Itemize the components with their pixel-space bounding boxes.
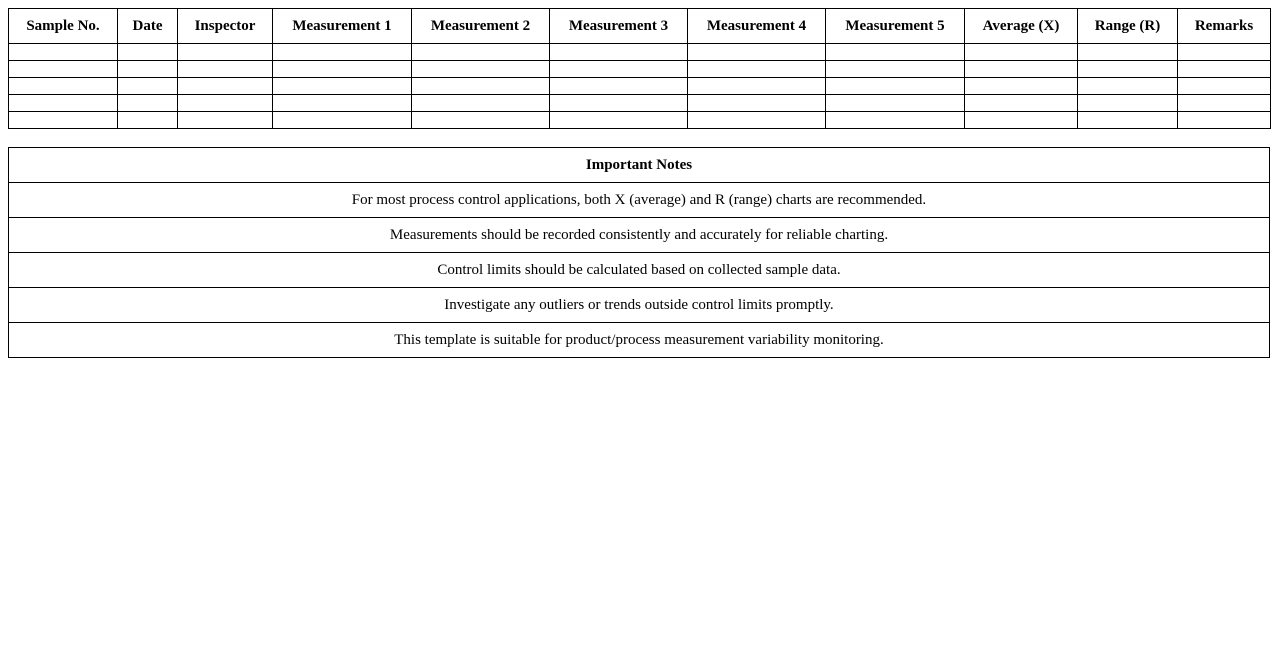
table-cell[interactable] <box>9 95 118 112</box>
table-cell[interactable] <box>965 95 1078 112</box>
col-date: Date <box>118 9 178 44</box>
table-cell[interactable] <box>412 78 550 95</box>
table-cell[interactable] <box>1078 61 1178 78</box>
measurement-table <box>8 8 1271 129</box>
table-cell[interactable] <box>412 112 550 129</box>
col-measurement-4: Measurement 4 <box>688 9 826 44</box>
col-average: Average (X) <box>965 9 1078 44</box>
table-cell[interactable] <box>688 44 826 61</box>
table-cell[interactable] <box>1078 112 1178 129</box>
notes-header-row <box>9 148 1270 183</box>
note-row <box>9 218 1270 253</box>
col-measurement-3: Measurement 3 <box>550 9 688 44</box>
table-cell[interactable] <box>826 44 965 61</box>
note-text: For most process control applications, both X (average) and R (range) charts are recommended. <box>9 183 1270 218</box>
col-sample-no: Sample No. <box>9 9 118 44</box>
note-text: Measurements should be recorded consistently and accurately for reliable charting. <box>9 218 1270 253</box>
measurement-table-body <box>9 44 1271 129</box>
table-cell[interactable] <box>273 44 412 61</box>
note-row <box>9 288 1270 323</box>
table-cell[interactable] <box>965 44 1078 61</box>
table-cell[interactable] <box>118 61 178 78</box>
table-cell[interactable] <box>550 44 688 61</box>
table-cell[interactable] <box>412 95 550 112</box>
col-inspector: Inspector <box>178 9 273 44</box>
table-cell[interactable] <box>118 112 178 129</box>
table-row <box>9 61 1271 78</box>
table-row <box>9 112 1271 129</box>
table-cell[interactable] <box>965 61 1078 78</box>
table-cell[interactable] <box>550 78 688 95</box>
col-measurement-5: Measurement 5 <box>826 9 965 44</box>
table-cell[interactable] <box>178 44 273 61</box>
table-cell[interactable] <box>826 112 965 129</box>
table-cell[interactable] <box>178 112 273 129</box>
table-cell[interactable] <box>965 78 1078 95</box>
table-cell[interactable] <box>1178 44 1271 61</box>
note-row <box>9 323 1270 358</box>
table-cell[interactable] <box>688 61 826 78</box>
table-cell[interactable] <box>273 78 412 95</box>
table-cell[interactable] <box>1178 78 1271 95</box>
table-cell[interactable] <box>688 78 826 95</box>
col-remarks: Remarks <box>1178 9 1271 44</box>
note-text: Investigate any outliers or trends outside control limits promptly. <box>9 288 1270 323</box>
table-cell[interactable] <box>9 78 118 95</box>
table-cell[interactable] <box>9 112 118 129</box>
table-cell[interactable] <box>1078 95 1178 112</box>
note-row <box>9 183 1270 218</box>
note-text: Control limits should be calculated based on collected sample data. <box>9 253 1270 288</box>
table-cell[interactable] <box>273 95 412 112</box>
table-cell[interactable] <box>412 44 550 61</box>
col-measurement-2: Measurement 2 <box>412 9 550 44</box>
table-cell[interactable] <box>1178 61 1271 78</box>
col-range: Range (R) <box>1078 9 1178 44</box>
table-cell[interactable] <box>688 95 826 112</box>
header-row <box>9 9 1271 44</box>
notes-table <box>8 147 1270 358</box>
table-cell[interactable] <box>9 61 118 78</box>
table-row <box>9 44 1271 61</box>
table-cell[interactable] <box>1178 112 1271 129</box>
table-cell[interactable] <box>178 95 273 112</box>
note-text: This template is suitable for product/process measurement variability monitoring. <box>9 323 1270 358</box>
table-cell[interactable] <box>826 61 965 78</box>
table-cell[interactable] <box>1078 44 1178 61</box>
table-cell[interactable] <box>118 95 178 112</box>
table-row <box>9 95 1271 112</box>
table-cell[interactable] <box>965 112 1078 129</box>
table-row <box>9 78 1271 95</box>
table-cell[interactable] <box>118 78 178 95</box>
table-cell[interactable] <box>550 61 688 78</box>
table-cell[interactable] <box>550 95 688 112</box>
table-cell[interactable] <box>273 61 412 78</box>
note-row <box>9 253 1270 288</box>
table-cell[interactable] <box>1078 78 1178 95</box>
table-cell[interactable] <box>9 44 118 61</box>
table-cell[interactable] <box>178 78 273 95</box>
col-measurement-1: Measurement 1 <box>273 9 412 44</box>
table-cell[interactable] <box>1178 95 1271 112</box>
table-cell[interactable] <box>688 112 826 129</box>
table-cell[interactable] <box>412 61 550 78</box>
table-cell[interactable] <box>826 78 965 95</box>
table-cell[interactable] <box>826 95 965 112</box>
table-cell[interactable] <box>550 112 688 129</box>
table-cell[interactable] <box>178 61 273 78</box>
table-cell[interactable] <box>273 112 412 129</box>
table-cell[interactable] <box>118 44 178 61</box>
notes-title: Important Notes <box>9 148 1270 183</box>
